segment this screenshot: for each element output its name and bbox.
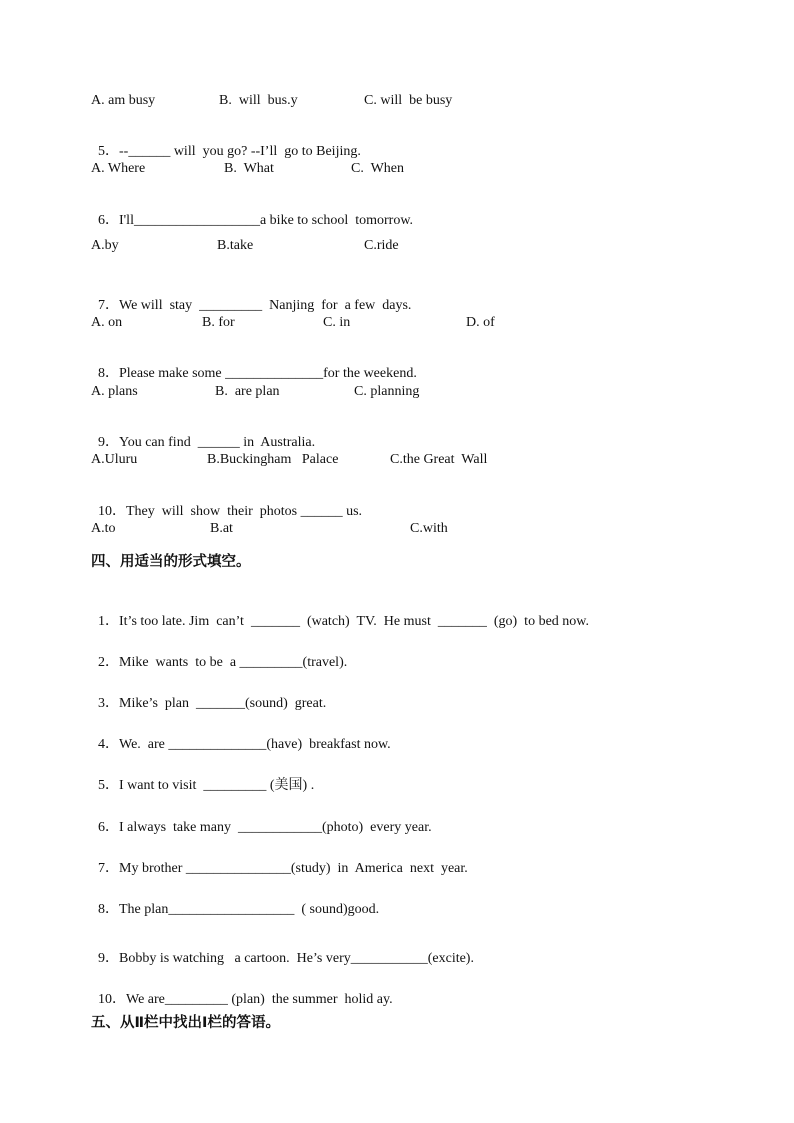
question-number: 8． <box>98 366 119 381</box>
fill-item-3 <box>91 677 326 713</box>
item-text: Bobby is watching a cartoon. He’s very___________(excite). <box>119 951 474 966</box>
q10-option-a: A.to <box>91 521 116 536</box>
q7-option-b: B. for <box>202 315 235 330</box>
item-number: 3． <box>98 696 119 711</box>
q6-option-a: A.by <box>91 238 119 253</box>
fill-item-5 <box>91 759 314 795</box>
question-text: --______ will you go? --I’ll go to Beijing. <box>119 144 361 159</box>
question-10 <box>91 485 362 521</box>
q7-option-a: A. on <box>91 315 123 330</box>
question-number: 5． <box>98 144 119 159</box>
fill-item-2 <box>91 636 347 672</box>
q4-option-b: B. will bus.y <box>219 93 298 108</box>
question-number: 6． <box>98 213 119 228</box>
q7-option-d: D. of <box>466 315 495 330</box>
item-text: I want to visit _________ (美国) . <box>119 778 315 793</box>
fill-item-7 <box>91 842 468 878</box>
q10-option-c: C.with <box>410 521 448 536</box>
question-number: 7． <box>98 298 119 313</box>
fill-item-10 <box>91 973 393 1009</box>
item-number: 1． <box>98 614 119 629</box>
q7-option-c: C. in <box>323 315 351 330</box>
question-5 <box>91 125 361 161</box>
question-text: You can find ______ in Australia. <box>119 435 316 450</box>
question-number: 10． <box>98 504 126 519</box>
item-number: 10． <box>98 992 126 1007</box>
q10-option-b: B.at <box>210 521 233 536</box>
item-text: Mike’s plan _______(sound) great. <box>119 696 327 711</box>
fill-item-1 <box>91 595 589 631</box>
question-text: We will stay _________ Nanjing for a few days. <box>119 298 412 313</box>
item-text: It’s too late. Jim can’t _______ (watch) TV. He must _______ (go) to bed now. <box>119 614 589 629</box>
question-text: I'll__________________a bike to school tomorrow. <box>119 213 414 228</box>
q6-option-c: C.ride <box>364 238 399 253</box>
item-number: 5． <box>98 778 119 793</box>
question-number: 9． <box>98 435 119 450</box>
item-text: We. are ______________(have) breakfast now. <box>119 737 391 752</box>
question-8 <box>91 347 417 383</box>
item-number: 6． <box>98 820 119 835</box>
item-text: Mike wants to be a _________(travel). <box>119 655 348 670</box>
section-4-heading: 四、用适当的形式填空。 <box>91 554 251 570</box>
question-6 <box>91 194 413 230</box>
item-number: 8． <box>98 902 119 917</box>
item-text: The plan__________________ ( sound)good. <box>119 902 380 917</box>
fill-item-9 <box>91 932 474 968</box>
q8-option-a: A. plans <box>91 384 138 399</box>
item-number: 4． <box>98 737 119 752</box>
q5-option-b: B. What <box>224 161 274 176</box>
q4-option-a: A. am busy <box>91 93 156 108</box>
question-text: They will show their photos ______ us. <box>126 504 363 519</box>
fill-item-6 <box>91 801 432 837</box>
item-text: My brother _______________(study) in America next year. <box>119 861 468 876</box>
fill-item-4 <box>91 718 391 754</box>
item-number: 2． <box>98 655 119 670</box>
item-text: We are_________ (plan) the summer holid ay. <box>126 992 393 1007</box>
q5-option-a: A. Where <box>91 161 146 176</box>
q4-option-c: C. will be busy <box>364 93 453 108</box>
question-9 <box>91 416 315 452</box>
item-number: 7． <box>98 861 119 876</box>
item-number: 9． <box>98 951 119 966</box>
fill-item-8 <box>91 883 379 919</box>
q9-option-a: A.Uluru <box>91 452 138 467</box>
question-7 <box>91 279 411 315</box>
q9-option-c: C.the Great Wall <box>390 452 488 467</box>
q9-option-b: B.Buckingham Palace <box>207 452 339 467</box>
q6-option-b: B.take <box>217 238 254 253</box>
q8-option-b: B. are plan <box>215 384 280 399</box>
q8-option-c: C. planning <box>354 384 420 399</box>
section-5-heading: 五、从Ⅱ栏中找出Ⅰ栏的答语。 <box>91 1015 280 1031</box>
question-text: Please make some ______________for the weekend. <box>119 366 417 381</box>
q5-option-c: C. When <box>351 161 405 176</box>
item-text: I always take many ____________(photo) every year. <box>119 820 432 835</box>
